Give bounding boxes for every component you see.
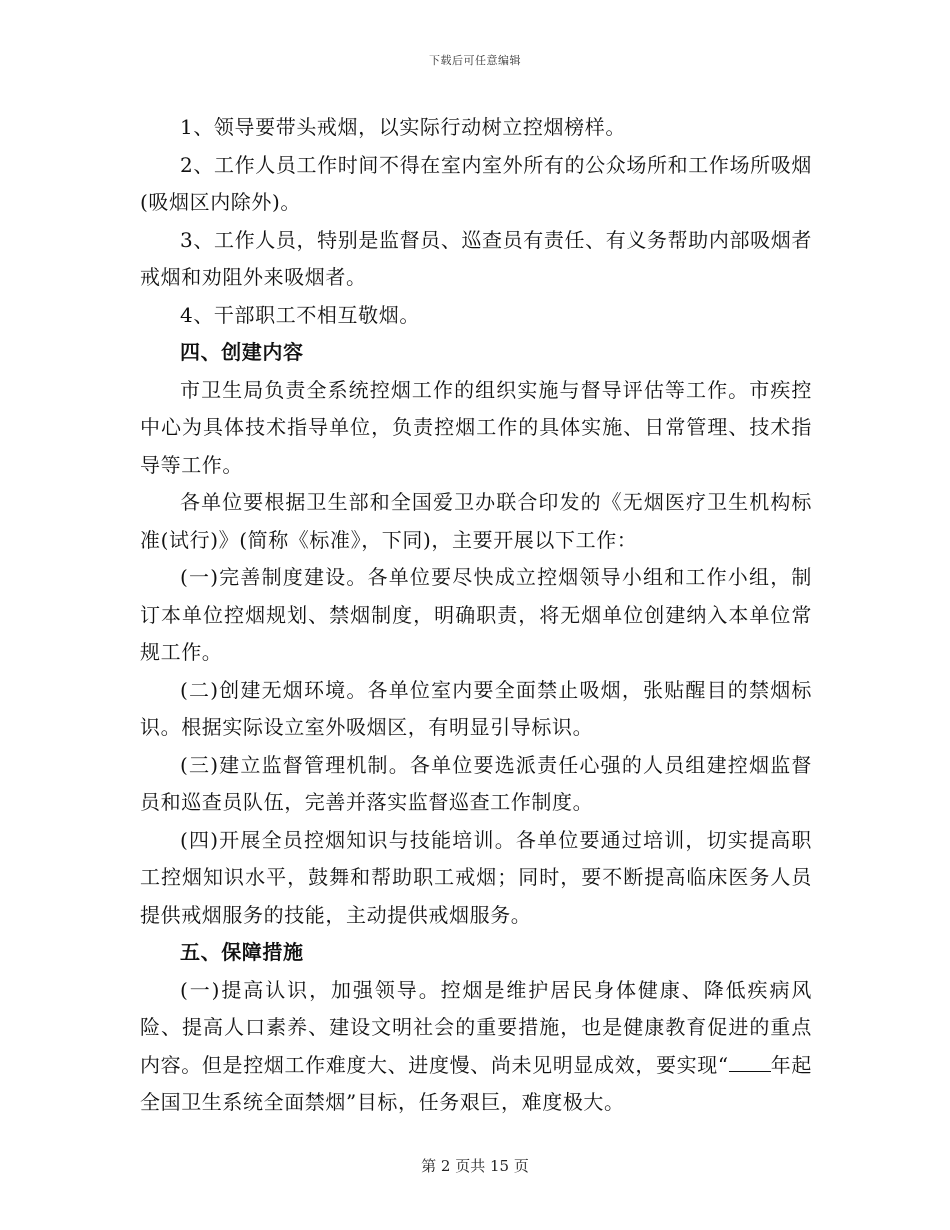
paragraph-11-part-b: 年起全国卫生系统全面禁烟”目标，任务艰巨，难度极大。: [140, 1052, 812, 1114]
year-blank-line: [729, 1053, 771, 1072]
paragraph-3: 3、工作人员，特别是监督员、巡查员有责任、有义务帮助内部吸烟者戒烟和劝阻外来吸烟者。: [140, 227, 812, 289]
page-footer: 第 2 页共 15 页: [421, 1157, 529, 1175]
paragraph-11: [140, 972, 812, 1122]
section-heading-5: 五、保障措施: [180, 940, 304, 964]
paragraph-9: (三)建立监督管理机制。各单位要选派责任心强的人员组建控烟监督员和巡查员队伍，完善并落实监督巡查工作制度。: [140, 752, 812, 814]
paragraph-4: 4、干部职工不相互敬烟。: [180, 302, 420, 327]
page-header: 下载后可任意编辑: [429, 54, 521, 67]
paragraph-6: 各单位要根据卫生部和全国爱卫办联合印发的《无烟医疗卫生机构标准(试行)》(简称《标准》，下同)，主要开展以下工作：: [140, 490, 812, 552]
document-body: [140, 109, 812, 1122]
paragraph-7: (一)完善制度建设。各单位要尽快成立控烟领导小组和工作小组，制订本单位控烟规划、禁烟制度，明确职责，将无烟单位创建纳入本单位常规工作。: [140, 565, 812, 664]
paragraph-2: 2、工作人员工作时间不得在室内室外所有的公众场所和工作场所吸烟(吸烟区内除外)。: [140, 152, 812, 214]
paragraph-5: 市卫生局负责全系统控烟工作的组织实施与督导评估等工作。市疾控中心为具体技术指导单位，负责控烟工作的具体实施、日常管理、技术指导等工作。: [140, 377, 812, 477]
paragraph-11-part-a: (一)提高认识，加强领导。控烟是维护居民身体健康、降低疾病风险、提高人口素养、建设文明社会的重要措施，也是健康教育促进的重点内容。但是控烟工作难度大、进度慢、尚未见明显成效，要实现“: [140, 977, 812, 1077]
paragraph-8: (二)创建无烟环境。各单位室内要全面禁止吸烟，张贴醒目的禁烟标识。根据实际设立室外吸烟区，有明显引导标识。: [140, 677, 812, 739]
paragraph-10: (四)开展全员控烟知识与技能培训。各单位要通过培训，切实提高职工控烟知识水平，鼓舞和帮助职工戒烟；同时，要不断提高临床医务人员提供戒烟服务的技能，主动提供戒烟服务。: [140, 827, 812, 927]
paragraph-1: 1、领导要带头戒烟，以实际行动树立控烟榜样。: [180, 115, 626, 139]
section-heading-4: 四、创建内容: [180, 340, 304, 364]
